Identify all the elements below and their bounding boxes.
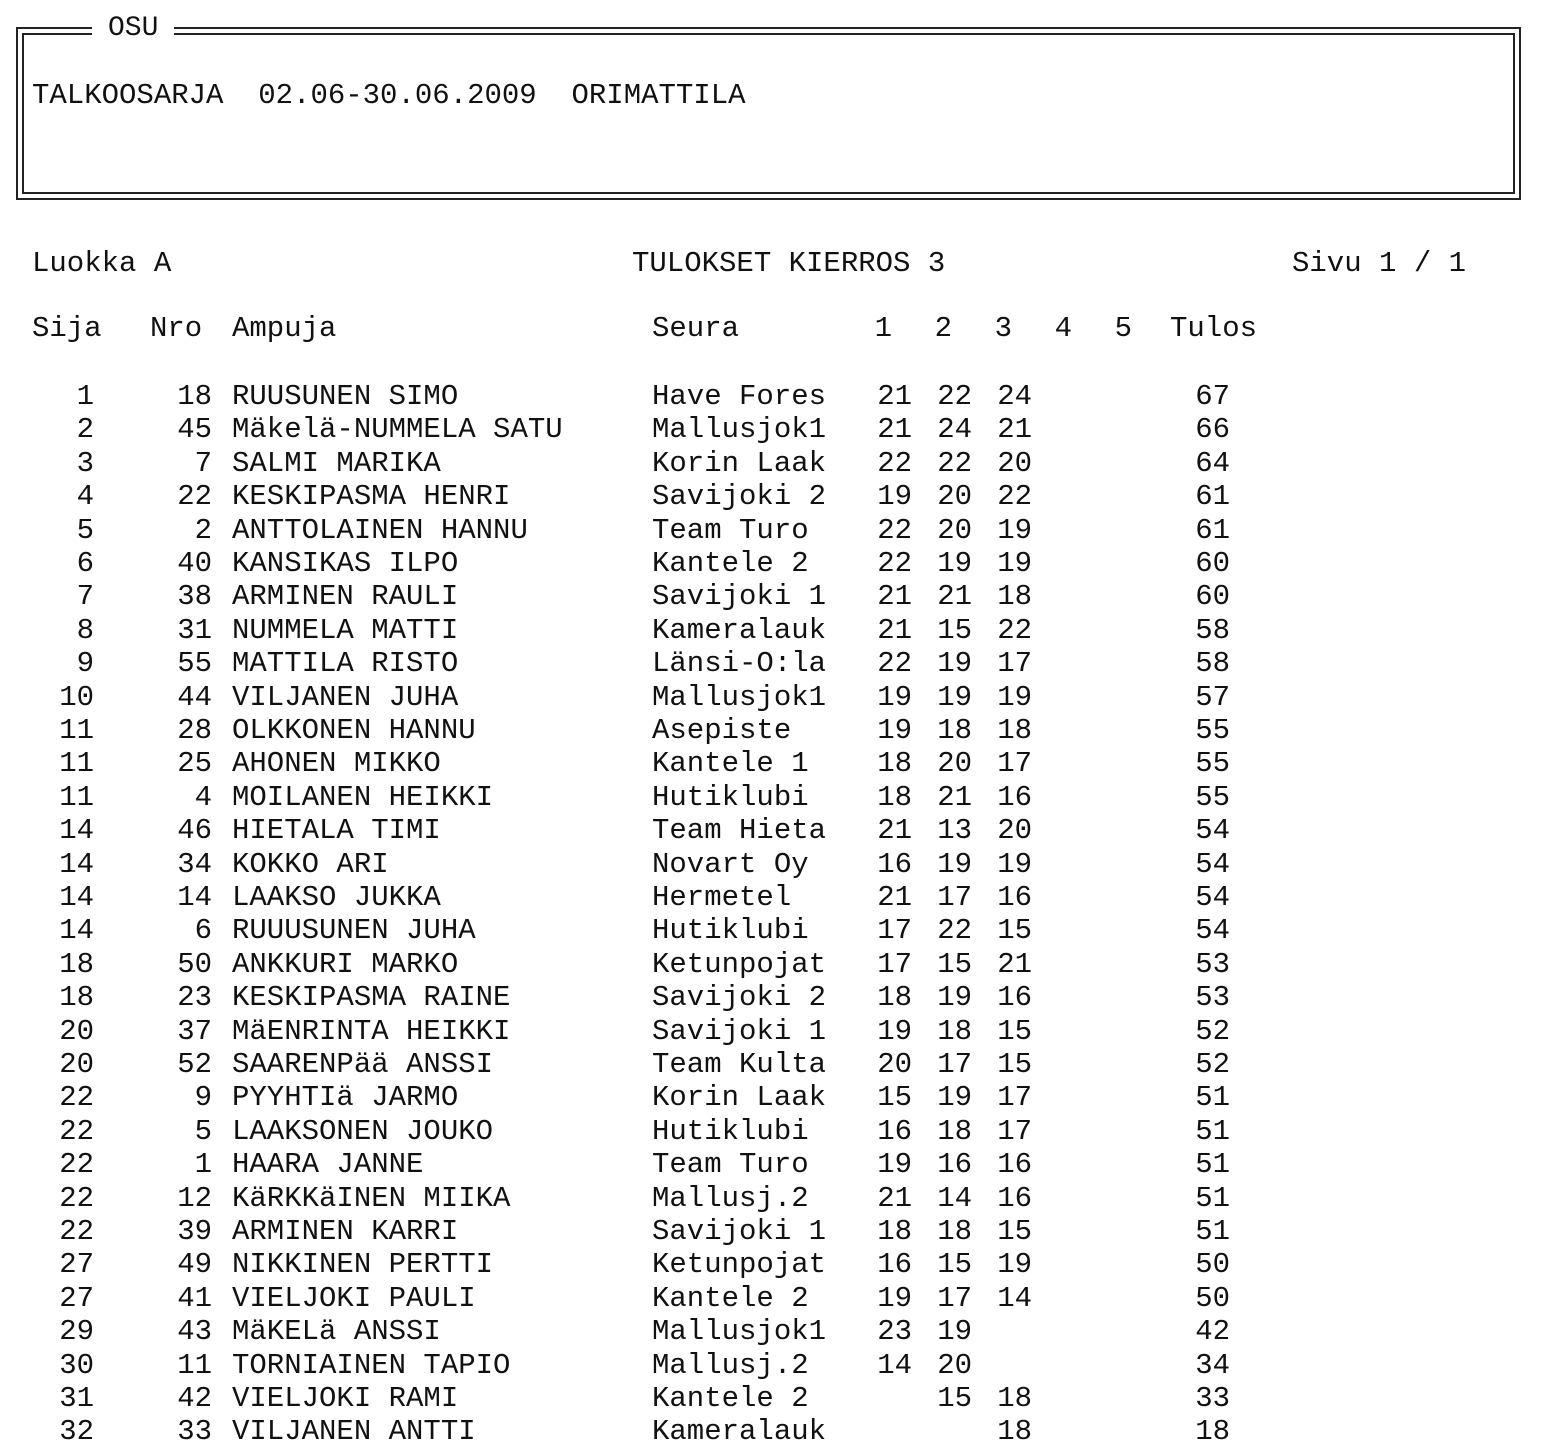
cell-series-1: 22: [877, 513, 912, 547]
cell-series-3: 14: [997, 1281, 1032, 1315]
cell-seura: Kantele 1: [652, 747, 809, 781]
cell-tulos: 53: [1195, 947, 1230, 981]
cell-sija: 22: [59, 1114, 94, 1148]
cell-series-1: 22: [877, 547, 912, 580]
cell-sija: 2: [76, 413, 94, 447]
cell-nro: 49: [177, 1248, 212, 1282]
cell-nro: 42: [177, 1382, 212, 1415]
cell-nro: 44: [177, 680, 212, 714]
cell-tulos: 51: [1195, 1181, 1230, 1215]
cell-tulos: 57: [1195, 680, 1230, 714]
table-row: [0, 1048, 1544, 1082]
cell-nro: 31: [177, 613, 212, 647]
cell-seura: Kantele 2: [652, 1281, 809, 1315]
cell-sija: 20: [59, 1014, 94, 1048]
cell-tulos: 54: [1195, 847, 1230, 881]
cell-nro: 52: [177, 1048, 212, 1081]
cell-series-3: 16: [997, 780, 1032, 814]
cell-nro: 4: [194, 780, 212, 814]
cell-seura: Kameralauk: [652, 613, 827, 647]
table-row: [0, 1148, 1544, 1182]
cell-series-1: 16: [877, 1114, 912, 1148]
results-table-header: [0, 312, 1544, 346]
table-row: [0, 747, 1544, 781]
cell-seura: Mallusjok1: [652, 413, 827, 447]
cell-tulos: 67: [1195, 380, 1230, 413]
cell-nro: 43: [177, 1315, 212, 1349]
class-label: Luokka A: [32, 247, 172, 280]
cell-series-1: 21: [877, 413, 912, 447]
cell-sija: 20: [59, 1048, 94, 1081]
cell-nro: 37: [177, 1014, 212, 1048]
cell-series-2: 19: [937, 680, 972, 714]
cell-seura: Have Fores: [652, 380, 827, 413]
table-row: [0, 380, 1544, 414]
cell-seura: Asepiste: [652, 714, 792, 747]
cell-tulos: 54: [1195, 914, 1230, 948]
cell-series-3: 19: [997, 547, 1032, 580]
column-header-tulos: Tulos: [1170, 312, 1258, 345]
table-row: [0, 1081, 1544, 1115]
cell-seura: Hutiklubi: [652, 780, 809, 814]
cell-series-1: 19: [877, 1148, 912, 1182]
cell-sija: 8: [76, 613, 94, 647]
cell-nro: 25: [177, 747, 212, 781]
cell-series-2: 22: [937, 380, 972, 413]
cell-series-1: 16: [877, 1248, 912, 1282]
cell-nro: 50: [177, 947, 212, 981]
column-header-seura: Seura: [652, 312, 740, 345]
cell-nro: 2: [194, 513, 212, 547]
cell-sija: 3: [76, 446, 94, 480]
cell-series-2: 19: [937, 547, 972, 580]
cell-seura: Mallusjok1: [652, 680, 827, 714]
cell-ampuja: ARMINEN RAULI: [232, 580, 459, 614]
cell-seura: Team Turo: [652, 1148, 809, 1182]
cell-nro: 55: [177, 647, 212, 681]
cell-series-2: 22: [937, 446, 972, 480]
cell-ampuja: VIELJOKI PAULI: [232, 1281, 476, 1315]
cell-ampuja: LAAKSO JUKKA: [232, 881, 441, 914]
cell-seura: Mallusj.2: [652, 1181, 809, 1215]
cell-sija: 14: [59, 847, 94, 881]
cell-ampuja: KESKIPASMA HENRI: [232, 480, 511, 514]
cell-ampuja: KäRKKäINEN MIIKA: [232, 1181, 511, 1215]
cell-tulos: 50: [1195, 1281, 1230, 1315]
cell-sija: 22: [59, 1215, 94, 1248]
cell-ampuja: MäENRINTA HEIKKI: [232, 1014, 511, 1048]
cell-series-3: 18: [997, 580, 1032, 614]
cell-series-2: 21: [937, 780, 972, 814]
cell-series-3: 17: [997, 747, 1032, 781]
column-header-series-1: 1: [874, 312, 892, 345]
cell-seura: Novart Oy: [652, 847, 809, 881]
cell-ampuja: VILJANEN ANTTI: [232, 1415, 476, 1449]
cell-series-2: 21: [937, 580, 972, 614]
cell-ampuja: ANTTOLAINEN HANNU: [232, 513, 528, 547]
cell-series-3: 20: [997, 446, 1032, 480]
cell-seura: Mallusjok1: [652, 1315, 827, 1349]
cell-tulos: 51: [1195, 1114, 1230, 1148]
cell-seura: Team Hieta: [652, 814, 827, 848]
cell-nro: 34: [177, 847, 212, 881]
cell-seura: Savijoki 1: [652, 1014, 827, 1048]
column-header-series-5: 5: [1114, 312, 1132, 345]
cell-series-3: 16: [997, 881, 1032, 914]
cell-seura: Kameralauk: [652, 1415, 827, 1449]
cell-ampuja: MäKELä ANSSI: [232, 1315, 441, 1349]
cell-nro: 22: [177, 480, 212, 514]
cell-sija: 9: [76, 647, 94, 681]
cell-nro: 41: [177, 1281, 212, 1315]
cell-ampuja: VILJANEN JUHA: [232, 680, 459, 714]
cell-seura: Korin Laak: [652, 446, 827, 480]
cell-sija: 22: [59, 1081, 94, 1115]
cell-series-2: 19: [937, 981, 972, 1015]
cell-ampuja: KESKIPASMA RAINE: [232, 981, 511, 1015]
cell-series-1: 19: [877, 1281, 912, 1315]
table-row: [0, 1382, 1544, 1416]
cell-series-3: 15: [997, 914, 1032, 948]
cell-tulos: 58: [1195, 647, 1230, 681]
cell-series-1: 18: [877, 747, 912, 781]
cell-series-3: 19: [997, 1248, 1032, 1282]
table-row: [0, 781, 1544, 815]
cell-series-1: 22: [877, 647, 912, 681]
cell-series-2: 17: [937, 1048, 972, 1081]
cell-tulos: 55: [1195, 780, 1230, 814]
frame-label: OSU: [92, 12, 174, 46]
cell-series-1: 21: [877, 580, 912, 614]
cell-ampuja: SAARENPää ANSSI: [232, 1048, 494, 1081]
cell-series-3: 19: [997, 847, 1032, 881]
cell-sija: 14: [59, 914, 94, 948]
cell-series-3: 21: [997, 413, 1032, 447]
column-header-nro: Nro: [150, 312, 203, 345]
table-row: [0, 681, 1544, 715]
cell-series-3: 15: [997, 1215, 1032, 1248]
cell-tulos: 50: [1195, 1248, 1230, 1282]
cell-nro: 23: [177, 981, 212, 1015]
cell-series-1: 19: [877, 680, 912, 714]
cell-tulos: 51: [1195, 1148, 1230, 1182]
cell-series-3: 18: [997, 1415, 1032, 1449]
cell-tulos: 58: [1195, 613, 1230, 647]
table-row: [0, 580, 1544, 614]
cell-sija: 18: [59, 947, 94, 981]
cell-sija: 31: [59, 1382, 94, 1415]
cell-nro: 12: [177, 1181, 212, 1215]
table-row: [0, 614, 1544, 648]
cell-ampuja: ANKKURI MARKO: [232, 947, 459, 981]
table-row: [0, 1315, 1544, 1349]
column-header-series-3: 3: [994, 312, 1012, 345]
table-row: [0, 547, 1544, 581]
cell-series-3: 19: [997, 680, 1032, 714]
cell-seura: Mallusj.2: [652, 1348, 809, 1382]
cell-series-1: 14: [877, 1348, 912, 1382]
cell-series-1: 23: [877, 1315, 912, 1349]
table-row: [0, 1349, 1544, 1383]
cell-series-1: 18: [877, 1215, 912, 1248]
cell-tulos: 55: [1195, 747, 1230, 781]
cell-series-1: 21: [877, 1181, 912, 1215]
cell-series-3: 18: [997, 714, 1032, 747]
cell-sija: 11: [59, 714, 94, 747]
column-header-series-2: 2: [934, 312, 952, 345]
cell-sija: 5: [76, 513, 94, 547]
cell-series-3: 21: [997, 947, 1032, 981]
column-header-sija: Sija: [32, 312, 102, 345]
cell-tulos: 34: [1195, 1348, 1230, 1382]
cell-ampuja: Mäkelä-NUMMELA SATU: [232, 413, 563, 447]
cell-ampuja: RUUSUNEN SIMO: [232, 380, 459, 413]
cell-tulos: 51: [1195, 1215, 1230, 1248]
cell-ampuja: PYYHTIä JARMO: [232, 1081, 459, 1115]
cell-ampuja: SALMI MARIKA: [232, 446, 441, 480]
cell-seura: Team Turo: [652, 513, 809, 547]
cell-tulos: 51: [1195, 1081, 1230, 1115]
round-title: TULOKSET KIERROS 3: [632, 247, 946, 280]
cell-sija: 30: [59, 1348, 94, 1382]
cell-series-2: 18: [937, 1215, 972, 1248]
cell-series-1: 19: [877, 714, 912, 747]
cell-nro: 40: [177, 547, 212, 580]
cell-tulos: 53: [1195, 981, 1230, 1015]
table-row: [0, 1415, 1544, 1449]
cell-ampuja: HIETALA TIMI: [232, 814, 441, 848]
cell-tulos: 52: [1195, 1014, 1230, 1048]
cell-tulos: 54: [1195, 881, 1230, 914]
cell-seura: Kantele 2: [652, 547, 809, 580]
table-row: [0, 480, 1544, 514]
table-row: [0, 1248, 1544, 1282]
table-row: [0, 1215, 1544, 1249]
cell-tulos: 61: [1195, 513, 1230, 547]
cell-seura: Team Kulta: [652, 1048, 827, 1081]
table-row: [0, 914, 1544, 948]
cell-ampuja: KOKKO ARI: [232, 847, 389, 881]
cell-series-3: 22: [997, 613, 1032, 647]
cell-series-2: 22: [937, 914, 972, 948]
cell-series-2: 20: [937, 480, 972, 514]
cell-sija: 27: [59, 1248, 94, 1282]
cell-seura: Hermetel: [652, 881, 792, 914]
cell-series-2: 24: [937, 413, 972, 447]
cell-series-3: 17: [997, 1114, 1032, 1148]
cell-series-2: 20: [937, 747, 972, 781]
cell-series-3: 18: [997, 1382, 1032, 1415]
column-header-ampuja: Ampuja: [232, 312, 337, 345]
cell-nro: 11: [177, 1348, 212, 1382]
cell-nro: 28: [177, 714, 212, 747]
column-header-series-4: 4: [1054, 312, 1072, 345]
cell-sija: 22: [59, 1181, 94, 1215]
cell-series-3: 15: [997, 1048, 1032, 1081]
cell-series-2: 19: [937, 847, 972, 881]
cell-seura: Savijoki 1: [652, 1215, 827, 1248]
cell-nro: 33: [177, 1415, 212, 1449]
cell-ampuja: HAARA JANNE: [232, 1148, 424, 1182]
cell-sija: 22: [59, 1148, 94, 1182]
cell-tulos: 66: [1195, 413, 1230, 447]
cell-series-2: 18: [937, 714, 972, 747]
table-row: [0, 1182, 1544, 1216]
cell-series-3: 19: [997, 513, 1032, 547]
table-row: [0, 1115, 1544, 1149]
table-row: [0, 981, 1544, 1015]
cell-seura: Savijoki 2: [652, 480, 827, 514]
cell-nro: 6: [194, 914, 212, 948]
table-row: [0, 1282, 1544, 1316]
cell-sija: 1: [76, 380, 94, 413]
cell-nro: 9: [194, 1081, 212, 1115]
cell-seura: Ketunpojat: [652, 947, 827, 981]
table-row: [0, 714, 1544, 748]
cell-ampuja: MATTILA RISTO: [232, 647, 459, 681]
cell-sija: 14: [59, 814, 94, 848]
cell-sija: 10: [59, 680, 94, 714]
table-row: [0, 948, 1544, 982]
cell-seura: Savijoki 1: [652, 580, 827, 614]
cell-ampuja: MOILANEN HEIKKI: [232, 780, 494, 814]
cell-series-2: 18: [937, 1114, 972, 1148]
cell-tulos: 55: [1195, 714, 1230, 747]
cell-nro: 5: [194, 1114, 212, 1148]
cell-nro: 18: [177, 380, 212, 413]
cell-series-3: 20: [997, 814, 1032, 848]
cell-sija: 32: [59, 1415, 94, 1449]
cell-ampuja: LAAKSONEN JOUKO: [232, 1114, 494, 1148]
table-row: [0, 848, 1544, 882]
cell-series-1: 15: [877, 1081, 912, 1115]
event-title: TALKOOSARJA 02.06-30.06.2009 ORIMATTILA: [32, 79, 746, 112]
cell-sija: 29: [59, 1315, 94, 1349]
cell-ampuja: TORNIAINEN TAPIO: [232, 1348, 511, 1382]
cell-series-2: 16: [937, 1148, 972, 1182]
cell-ampuja: ARMINEN KARRI: [232, 1215, 459, 1248]
cell-series-1: 19: [877, 1014, 912, 1048]
cell-seura: Hutiklubi: [652, 914, 809, 948]
cell-series-2: 20: [937, 513, 972, 547]
cell-tulos: 54: [1195, 814, 1230, 848]
cell-series-2: 19: [937, 647, 972, 681]
cell-ampuja: KANSIKAS ILPO: [232, 547, 459, 580]
cell-nro: 39: [177, 1215, 212, 1248]
cell-series-1: 21: [877, 881, 912, 914]
cell-series-3: 17: [997, 647, 1032, 681]
cell-sija: 11: [59, 780, 94, 814]
cell-series-2: 15: [937, 1248, 972, 1282]
cell-ampuja: OLKKONEN HANNU: [232, 714, 476, 747]
cell-series-1: 21: [877, 613, 912, 647]
cell-sija: 7: [76, 580, 94, 614]
cell-tulos: 60: [1195, 547, 1230, 580]
cell-seura: Korin Laak: [652, 1081, 827, 1115]
cell-series-1: 18: [877, 780, 912, 814]
cell-sija: 4: [76, 480, 94, 514]
cell-seura: Ketunpojat: [652, 1248, 827, 1282]
cell-ampuja: NIKKINEN PERTTI: [232, 1248, 494, 1282]
cell-series-1: 19: [877, 480, 912, 514]
cell-sija: 11: [59, 747, 94, 781]
cell-nro: 46: [177, 814, 212, 848]
cell-series-2: 20: [937, 1348, 972, 1382]
cell-series-2: 19: [937, 1081, 972, 1115]
table-row: [0, 514, 1544, 548]
cell-tulos: 52: [1195, 1048, 1230, 1081]
table-row: [0, 814, 1544, 848]
cell-tulos: 18: [1195, 1415, 1230, 1449]
cell-series-1: 22: [877, 446, 912, 480]
cell-series-3: 22: [997, 480, 1032, 514]
cell-series-2: 13: [937, 814, 972, 848]
cell-series-2: 15: [937, 613, 972, 647]
cell-ampuja: RUUUSUNEN JUHA: [232, 914, 476, 948]
cell-series-3: 16: [997, 1148, 1032, 1182]
page-indicator: Sivu 1 / 1: [1292, 247, 1467, 280]
cell-tulos: 60: [1195, 580, 1230, 614]
cell-sija: 14: [59, 881, 94, 914]
cell-series-1: 21: [877, 380, 912, 413]
table-row: [0, 413, 1544, 447]
cell-series-1: 16: [877, 847, 912, 881]
table-row: [0, 881, 1544, 915]
cell-nro: 1: [194, 1148, 212, 1182]
cell-ampuja: VIELJOKI RAMI: [232, 1382, 459, 1415]
cell-tulos: 33: [1195, 1382, 1230, 1415]
table-row: [0, 647, 1544, 681]
table-row: [0, 447, 1544, 481]
cell-series-2: 19: [937, 1315, 972, 1349]
cell-series-2: 14: [937, 1181, 972, 1215]
cell-series-2: 15: [937, 947, 972, 981]
cell-seura: Kantele 2: [652, 1382, 809, 1415]
cell-series-3: 15: [997, 1014, 1032, 1048]
cell-nro: 45: [177, 413, 212, 447]
cell-series-2: 17: [937, 1281, 972, 1315]
table-row: [0, 1015, 1544, 1049]
cell-series-2: 18: [937, 1014, 972, 1048]
cell-nro: 38: [177, 580, 212, 614]
cell-sija: 6: [76, 547, 94, 580]
cell-seura: Hutiklubi: [652, 1114, 809, 1148]
cell-series-3: 16: [997, 981, 1032, 1015]
cell-ampuja: NUMMELA MATTI: [232, 613, 459, 647]
cell-series-1: 21: [877, 814, 912, 848]
cell-series-2: 15: [937, 1382, 972, 1415]
cell-nro: 14: [177, 881, 212, 914]
cell-tulos: 61: [1195, 480, 1230, 514]
cell-series-1: 17: [877, 914, 912, 948]
cell-series-2: 17: [937, 881, 972, 914]
cell-series-1: 17: [877, 947, 912, 981]
cell-ampuja: AHONEN MIKKO: [232, 747, 441, 781]
cell-series-3: 17: [997, 1081, 1032, 1115]
cell-series-1: 20: [877, 1048, 912, 1081]
cell-tulos: 64: [1195, 446, 1230, 480]
cell-sija: 18: [59, 981, 94, 1015]
cell-series-1: 18: [877, 981, 912, 1015]
cell-nro: 7: [194, 446, 212, 480]
cell-series-3: 16: [997, 1181, 1032, 1215]
cell-sija: 27: [59, 1281, 94, 1315]
cell-seura: Savijoki 2: [652, 981, 827, 1015]
cell-seura: Länsi-O:la: [652, 647, 827, 681]
cell-series-3: 24: [997, 380, 1032, 413]
cell-tulos: 42: [1195, 1315, 1230, 1349]
